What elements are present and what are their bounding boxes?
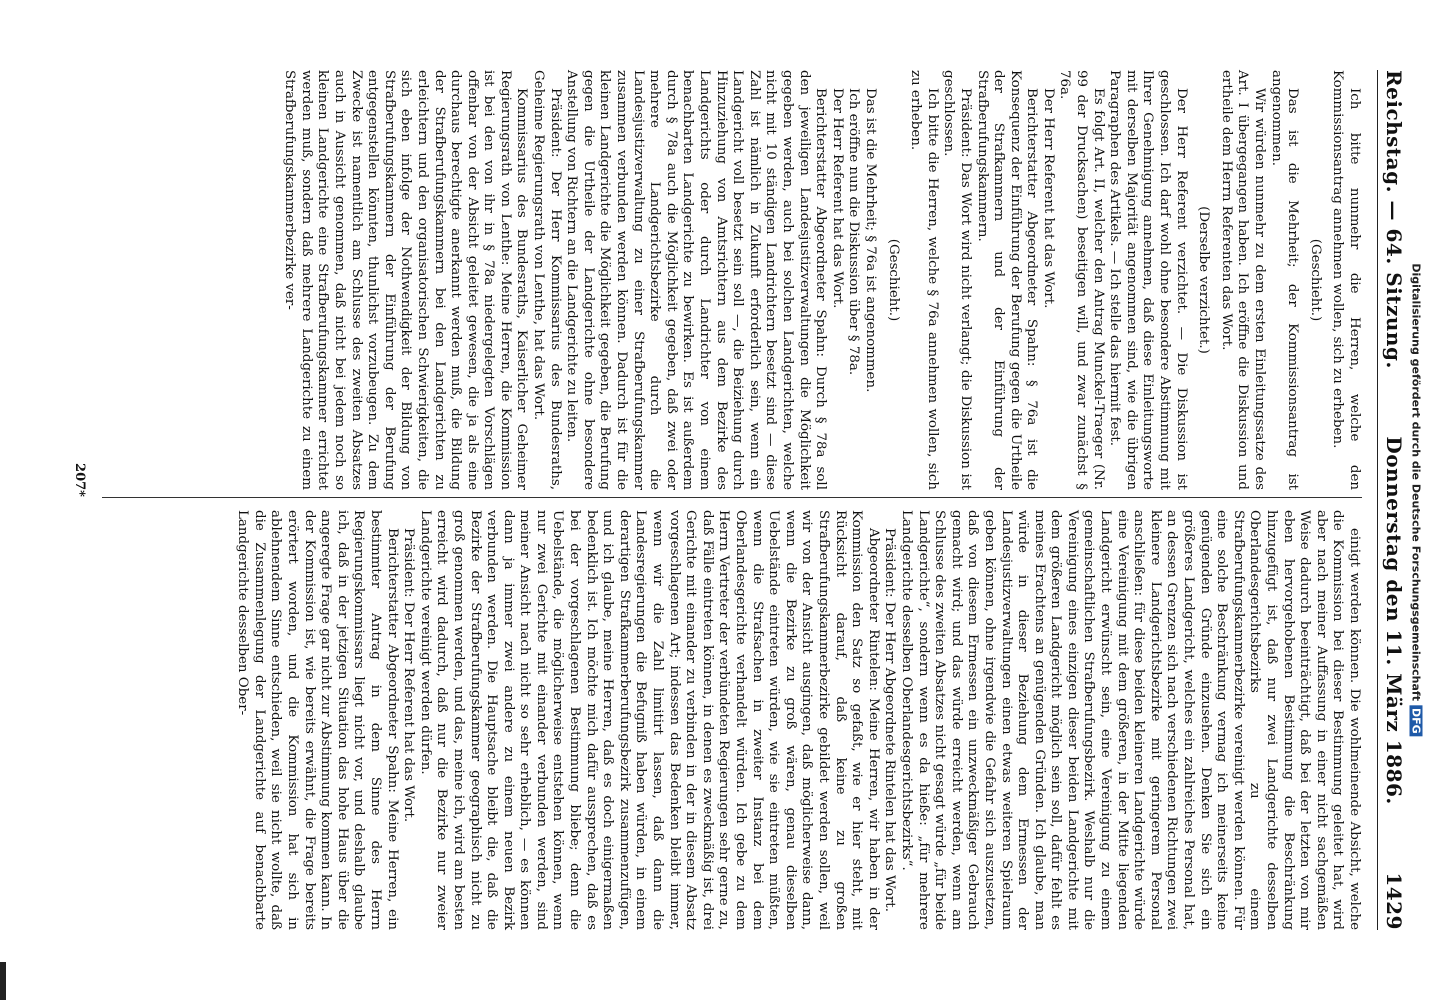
stage-direction: (Geschieht.) <box>1307 238 1323 322</box>
paragraph: Ich eröffne nun die Diskussion über § 78a. <box>846 88 862 376</box>
digitization-credit <box>1402 0 1432 1000</box>
header-left: Reichstag. — 64. Sitzung. <box>1382 70 1406 369</box>
paragraph: Präsident: Der Herr Kommissarius des Bundesraths, Geheime Regierungsrath von Lenthe, hat das Wort. <box>531 70 563 490</box>
column-divider <box>102 497 1362 498</box>
paragraph: Berichterstatter Abgeordneter Spahn: Meine Herren, ein bestimmter Antrag in dem Sinne des Herrn Regierungskommissars liegt nicht vor, und deshalb glaube ich, daß in der jetzigen Situation das hohe Haus über die angeregte Frage gar nicht zur Abstimmung kommen kann. In der Kommission ist, wie bereits erwähnt, die Frage bereits erörtert worden, und die Kommission hat sich in ablehnendem Sinne entschieden, weil sie nicht wollte, daß die Zusammenlegung der Landgerichte auf benachbarte Landgerichte desselben Ober- <box>235 510 400 930</box>
right-column <box>234 510 1362 930</box>
dfg-logo: DFG <box>1410 705 1423 737</box>
paragraph: Es folgt Art. II, welcher den Antrag Munckel-Traeger (Nr. 99 der Drucksachen) beseitigen will, und zwar zunächst § 76a. <box>1057 70 1106 490</box>
paragraph: Kommissarius des Bundesraths, Kaiserlicher Geheimer Regierungsrath von Lenthe: Meine Herren, die Kommission ist bei den von ihr in § 78a niedergelegten Vorschlägen offenbar von der Absicht geleitet gewesen, die ja als eine durchaus berechtigte anerkannt werden muß, die Bildung der Strafberufungskammern bei den Landgerichten zu erleichtern und den organisatorischen Schwierigkeiten, die sich eben infolge der Nothwendigkeit der Bildung von Strafberufungskammern der Einführung der Berufung entgegenstellen könnten, thunlichst vorzubeugen. Zu dem Zwecke ist namentlich am Schlusse des zweiten Absatzes auch in Aussicht genommen, daß nicht bei jedem noch so kleinen Landgerichte eine Strafberufungskammer errichtet werden muß, sondern daß mehrere Landgerichte zu einem Strafberufungskammerbezirke ver- <box>282 70 530 490</box>
paragraph: Präsident: Der Herr Referent hat das Wort. <box>401 528 417 823</box>
paragraph: einigt werden können. Die wohlmeinende Absicht, welche die Kommission bei dieser Bestimmung geleitet hat, wird aber nach meiner Auffassung in einer nicht sachgemäßen Weise dadurch beeinträchtigt, daß bei der letzten von mir eben hervorgehobenen Bestimmung die Beschränkung hinzugefügt ist, daß nur zwei Landgerichte desselben Oberlandesgerichtsbezirks zu einem Strafberufungskammerbezirke vereinigt werden können. Für eine solche Beschränkung vermag ich meinerseits keine genügenden Gründe einzusehen. Denken Sie sich ein größeres Landgericht, welches ein zahlreiches Personal hat, an dessen Grenzen sich nach verschiedenen Richtungen zwei kleinere Landgerichtsbezirke mit geringerem Personal anschließen: für diese beiden kleineren Landgerichte würde eine Vereinigung mit dem größeren, in der Mitte liegenden Landgericht erwünscht sein, eine Vereinigung zu einem gemeinschaftlichen Strafberufungsbezirk. Weshalb nur die Vereinigung eines einzigen dieser beiden Landgerichte mit dem größeren Landgericht möglich sein soll, dafür fehlt es meines Erachtens an genügenden Gründen. Ich glaube, man würde in dieser Beziehung dem Ermessen der Landesjustizverwaltungen einen etwas weiteren Spielraum geben können, ohne irgendwie die Gefahr sich auszusetzen, daß von diesem Ermessen ein unzweckmäßiger Gebrauch gemacht wird; und das würde erreicht werden, wenn am Schlusse des zweiten Absatzes nicht gesagt würde „für beide Landgerichte“, sondern wenn es da hieße: „für mehrere Landgerichte desselben Oberlandesgerichtsbezirks“. <box>898 510 1362 930</box>
stage-direction: (Derselbe verzichtet.) <box>1196 206 1212 354</box>
paragraph: Der Herr Referent hat das Wort. <box>829 88 845 309</box>
paragraph: Präsident: Das Wort wird nicht verlangt; die Diskussion ist geschlossen. <box>941 70 973 490</box>
credit-text: Digitalisierung gefördert durch die Deutsche Forschungsgemeinschaft <box>1409 263 1423 701</box>
paragraph: Ich bitte nunmehr die Herren, welche den Kommissionsantrag annehmen wollen, sich zu erheben. <box>1330 70 1362 490</box>
paragraph: Wir würden nunmehr zu dem ersten Einleitungssatze des Art. I übergegangen haben. Ich eröffne die Diskussion und ertheile dem Herrn Referenten das Wort. <box>1218 70 1268 490</box>
paragraph: Abgeordneter Rintelen: Meine Herren, wir haben in der Kommission den Satz so gefaßt, wie er hier steht, mit Rücksicht darauf, daß keine zu großen Strafberufungskammerbezirke gebildet werden sollen, weil wir von der Ansicht ausgingen, daß möglicherweise dann, wenn die Bezirke zu groß wären, genau dieselben Uebelstände eintreten würden, wie sie eintreten müßten, wenn die Strafsachen in zweiter Instanz bei dem Oberlandesgerichte verhandelt würden. Ich gebe zu dem Herrn Vertreter der verbündeten Regierungen sehr gerne zu, daß Fälle eintreten können, in denen es zweckmäßig ist, drei Gerichte mit einander zu verbinden in der in diesem Absatz vorgeschlagenen Art; indessen das Bedenken bleibt immer, wenn wir die Zahl limitirt lassen, daß dann die Landesregierungen die Befugniß haben würden, in einem derartigen Strafkammerberufungsbezirk zusammenzufügen, und ich glaube, meine Herren, daß es doch einigermaßen bedenklich ist. Ich möchte mich dafür aussprechen, daß es bei der vorgeschlagenen Bestimmung bliebe; denn die Uebelstände, die möglicherweise entstehen können, wenn nur zwei Gerichte mit einander verbunden werden, sind meiner Ansicht nach nicht so sehr erheblich, — es können dann ja immer zwei andere zu einem neuen Bezirk verbunden werden. Die Hauptsache bleibt die, daß die Bezirke der Strafberufungskammer geographisch nicht zu groß genommen werden, und das, meine ich, wird am besten erreicht wird dadurch, daß nur die Bezirke nur zweier Landgerichte vereinigt werden dürfen. <box>417 510 881 930</box>
paragraph: Präsident: Der Herr Abgeordnete Rintelen hat das Wort. <box>882 528 898 912</box>
signature-mark: 207* <box>72 463 87 497</box>
stage-direction: (Geschieht.) <box>885 238 901 322</box>
paragraph: Berichterstatter Abgeordneter Spahn: § 76a ist die Konsequenz der Einführung der Berufung gegen die Urtheile der Strafkammern und der Einführung der Strafberufungskammern. <box>974 70 1040 490</box>
paragraph: Das ist die Mehrheit; § 76a ist angenommen. <box>862 88 878 393</box>
paragraph: Berichterstatter Abgeordneter Spahn: Durch § 78a soll den jeweiligen Landesjustizverwaltungen die Möglichkeit gegeben werden, auch bei solchen Landgerichten, welche nicht mit 10 ständigen Landrichtern besetzt sind — diese Zahl ist nämlich in Zukunft erforderlich sein, wenn ein Landgericht voll besetzt sein soll —, die Beiziehung durch Hinzuziehung von Amtsrichtern aus dem Bezirke des Landgerichts oder durch Landrichter von einem benachbarten Landgerichte zu bewirken. Es ist außerdem durch § 78a auch die Möglichkeit gegeben, daß zwei oder mehrere Landgerichtsbezirke durch die Landesjustizverwaltung zu einer Strafberufungskammer zusammen verbunden werden können. Dadurch ist für die kleinen Landgerichte die Möglichkeit gegeben, die Berufung gegen die Urtheile der Landgerichte ohne besondere Anstellung von Richtern an die Landgerichte zu leiten. <box>564 70 829 490</box>
scan-edge-mark <box>0 962 6 1000</box>
page-number: 1429 <box>1382 872 1406 930</box>
paragraph: Der Herr Referent hat das Wort. <box>1040 88 1056 309</box>
paragraph: Der Herr Referent verzichtet. — Die Diskussion ist geschlossen. Ich darf wohl ohne besondere Abstimmung mit Ihrer Genehmigung annehmen, daß diese Einleitungsworte mit derselben Majorität angenommen sind, wie die übrigen Paragraphen des Artikels. — Ich stelle das hiermit fest. <box>1107 70 1189 490</box>
header-date: Donnerstag den 11. März 1886. <box>1382 436 1406 805</box>
left-column <box>281 70 1362 490</box>
paragraph: Ich bitte die Herren, welche § 76a annehmen wollen, sich zu erheben. <box>908 70 940 490</box>
paragraph: Das ist die Mehrheit; der Kommissionsantrag ist angenommen. <box>1268 70 1301 490</box>
